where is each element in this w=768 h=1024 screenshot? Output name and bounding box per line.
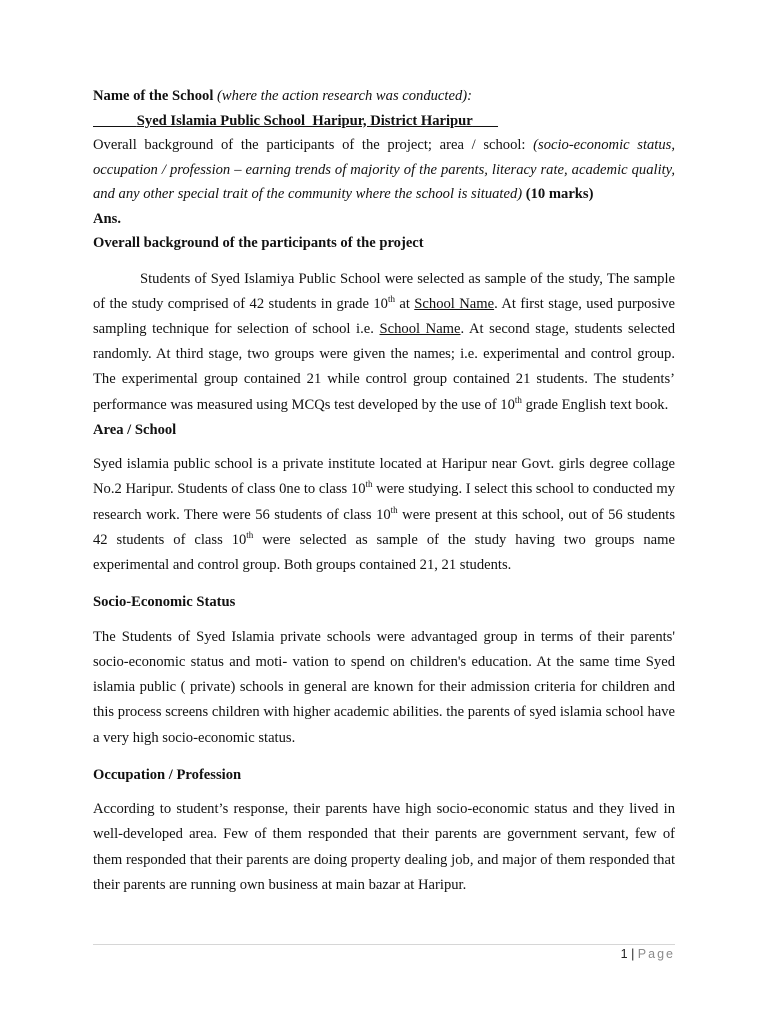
question-text [93,133,675,207]
page-footer [621,947,675,961]
school-name-ref-2: School Name [379,320,461,337]
ordinal-sup: th [514,394,522,405]
socio-paragraph: The Students of Syed Islamia private schools were advantaged group in terms of their parents' socio-economic status and moti- vation to spend on children's education. At the same time Syed islamia public ( private) schools in general are known for their admission criteria for children and this process screens children with higher academic abilities. the parents of syed islamia school have a very high socio-economic status. [93,628,675,746]
question-intro: Overall background of the participants of the project; area / school: [93,137,534,153]
answer-label: Ans. [93,210,121,227]
footer-divider [93,944,675,945]
school-label: Name of the School [93,88,214,104]
background-paragraph [93,267,675,418]
background-text-5: grade English text book. [521,396,669,413]
page-number: 1 [620,947,628,961]
area-text-2: were studying. I select this school to conducted my research work. There were 56 students of class 10 [93,481,675,523]
document-page [93,84,675,898]
background-heading: Overall background of the participants of the project [93,235,424,251]
ordinal-sup: th [387,293,395,304]
marks-label: (10 marks) [525,186,594,202]
background-text-2: at [394,295,415,312]
background-text-3: . At first stage, used purposive sampling technique for selection of school i.e. [93,295,675,337]
background-text-1: Students of Syed Islamiya Public School were selected as sample of the study, The sample of the study comprised of 42 students in grade 10 [93,270,675,312]
occupation-heading: Occupation / Profession [93,766,242,783]
area-text-3: were present at this school, out of 56 students 42 students of class 10 [93,506,676,548]
ordinal-sup: th [390,504,398,515]
area-text-4: were selected as sample of the study having two groups name experimental and control group. Both groups contained 21, 21 students. [93,531,675,574]
school-name: Syed Islamia Public School Haripur, District Haripur [136,112,473,129]
occupation-paragraph: According to student’s response, their parents have high socio-economic status and they lived in well-developed area. Few of them responded that their parents are government servant, few of them responded that their parents are doing property dealing job, and major of them responded that their parents are running own business at main bazar at Haripur. [93,801,675,893]
socio-heading: Socio-Economic Status [93,594,236,611]
school-name-ref-1: School Name [414,295,495,312]
area-heading: Area / School [93,421,177,438]
school-name-line [93,109,675,134]
question-detail: (socio-economic status, occupation / profession – earning trends of majority of the parents, literacy rate, academic quality, and any other special trait of the community where the school is situated) [93,137,675,202]
ordinal-sup: th [246,529,254,540]
background-text-4: . At second stage, students selected randomly. At third stage, two groups were given the names; i.e. experimental and control group. The experimental group contained 21 while control group contained 21 students. The students’ performance was measured using MCQs test developed by the use of 10 [93,320,675,413]
area-text-1: Syed islamia public school is a private institute located at Haripur near Govt. girls degree collage No.2 Haripur. Students of class 0ne to class 10 [93,456,675,498]
school-note: (where the action research was conducted): [217,88,472,104]
page-word: Page [637,947,675,961]
footer-separator: | [631,947,635,961]
ordinal-sup: th [365,479,373,490]
area-paragraph [93,452,675,578]
school-name-label-line [93,84,675,109]
